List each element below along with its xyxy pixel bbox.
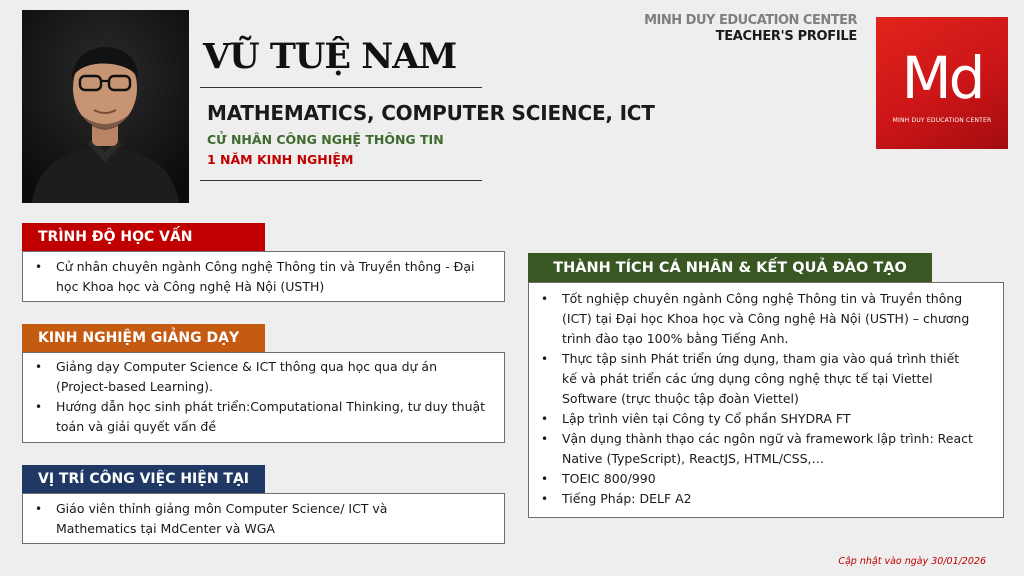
logo-subtitle: MINH DUY EDUCATION CENTER <box>892 116 992 124</box>
list-item: • Lập trình viên tại Công ty Cổ phần SHYDRA FT <box>529 409 1003 429</box>
position-box <box>22 493 505 544</box>
list-item: • Giáo viên thỉnh giảng môn Computer Science/ ICT và Mathematics tại MdCenter và WGA <box>23 499 504 539</box>
teaching-box <box>22 352 505 443</box>
teacher-photo <box>22 10 189 203</box>
list-item: • Tốt nghiệp chuyên ngành Công nghệ Thông tin và Truyền thông (ICT) tại Đại học Khoa học và Công nghệ Hà Nội (USTH) – chương trình đào tạo 100% bằng Tiếng Anh. <box>529 289 1003 349</box>
updated-date: Cập nhật vào ngày 30/01/2026 <box>838 556 986 567</box>
list-item: • Hướng dẫn học sinh phát triển:Computational Thinking, tư duy thuật toán và giải quyết vấn đề <box>23 397 504 437</box>
list-item: • TOEIC 800/990 <box>529 469 1003 489</box>
position-heading: VỊ TRÍ CÔNG VIỆC HIỆN TẠI <box>22 465 265 493</box>
center-logo <box>876 17 1008 149</box>
education-heading: TRÌNH ĐỘ HỌC VẤN <box>22 223 265 251</box>
divider <box>200 87 482 88</box>
list-item: • Tiếng Pháp: DELF A2 <box>529 489 1003 509</box>
education-box <box>22 251 505 302</box>
document-title: TEACHER'S PROFILE <box>715 29 857 44</box>
teaching-subjects: MATHEMATICS, COMPUTER SCIENCE, ICT <box>207 101 655 125</box>
achievements-heading: THÀNH TÍCH CÁ NHÂN & KẾT QUẢ ĐÀO TẠO <box>528 253 932 282</box>
teacher-name: VŨ TUỆ NAM <box>203 36 457 77</box>
list-item: • Vận dụng thành thạo các ngôn ngữ và framework lập trình: React Native (TypeScript), ReactJS, HTML/CSS,… <box>529 429 1003 469</box>
list-item: • Giảng dạy Computer Science & ICT thông qua học qua dự án (Project-based Learning). <box>23 357 504 397</box>
list-item: • Cử nhân chuyên ngành Công nghệ Thông tin và Truyền thông - Đại học Khoa học và Công nghệ Hà Nội (USTH) <box>23 257 504 297</box>
center-name: MINH DUY EDUCATION CENTER <box>644 13 857 28</box>
logo-mark: Md <box>901 43 983 112</box>
experience: 1 NĂM KINH NGHIỆM <box>207 152 354 167</box>
teaching-heading: KINH NGHIỆM GIẢNG DẠY <box>22 324 265 352</box>
degree: CỬ NHÂN CÔNG NGHỆ THÔNG TIN <box>207 132 444 147</box>
achievements-box <box>528 282 1004 518</box>
list-item: • Thực tập sinh Phát triển ứng dụng, tham gia vào quá trình thiết kế và phát triển các ứng dụng công nghệ thực tế tại Viettel Software (trực thuộc tập đoàn Viettel) <box>529 349 1003 409</box>
divider <box>200 180 482 181</box>
